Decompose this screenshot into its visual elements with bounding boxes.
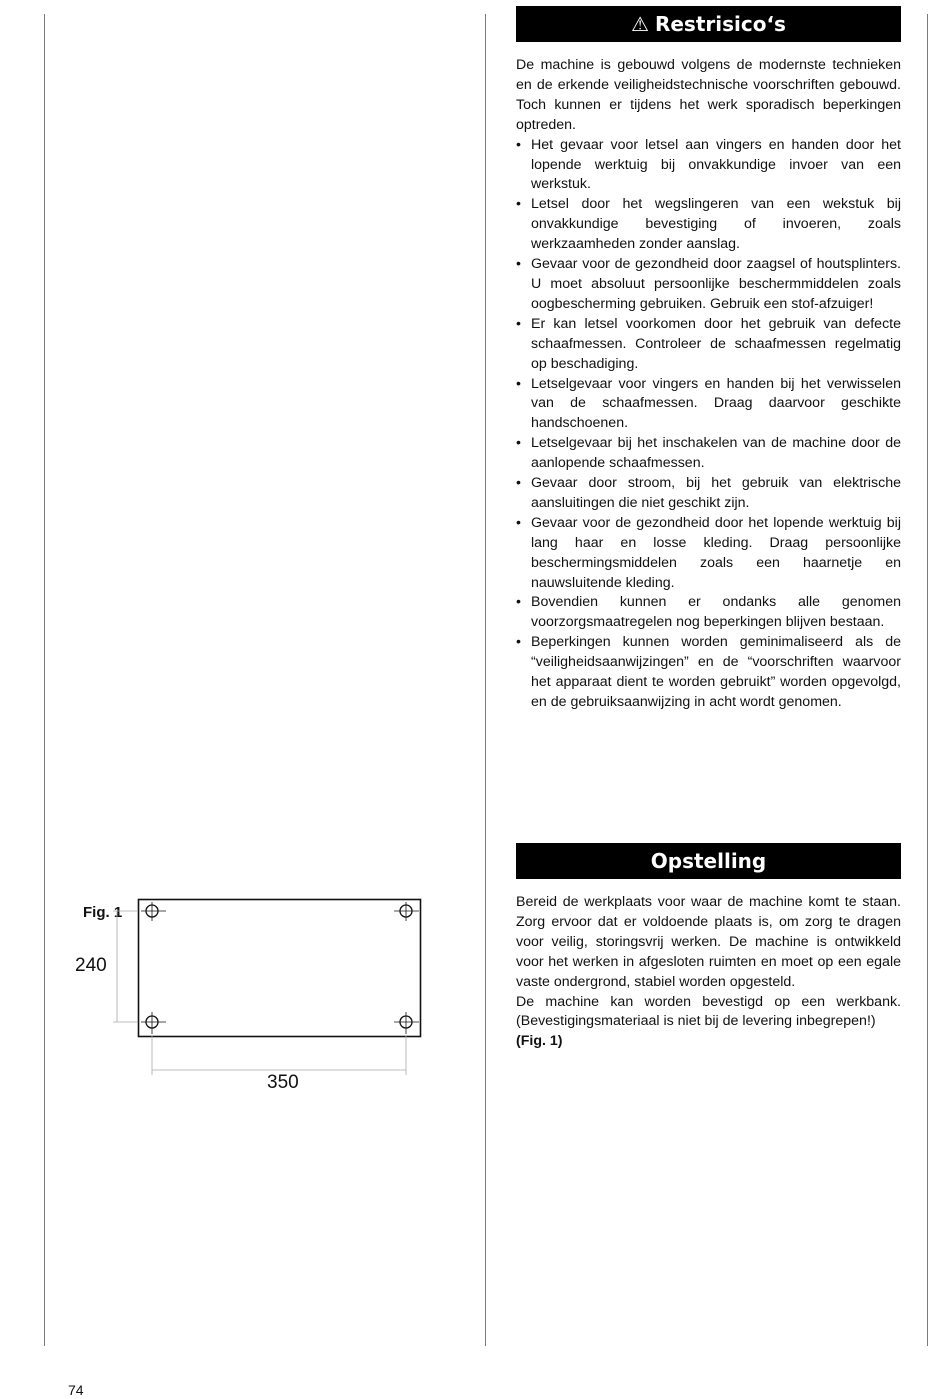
list-item: • Gevaar voor de gezondheid door het lopende werktuig bij lang haar en losse kleding. Draag persoonlijke beschermingsmiddelen zoals een haarnetje en nauwsluitende kleding.	[516, 514, 901, 594]
opstelling-para-1: Bereid de werkplaats voor waar de machine komt te staan. Zorg ervoor dat er voldoende plaats is, om zorg te dragen voor veilig, storingsvrij werken. De machine is ontwikkeld voor het werken in afgesloten ruimten en moet op een egale vaste ondergrond, stabiel worden opgesteld.	[516, 894, 901, 990]
warning-triangle-icon: ⚠	[631, 12, 649, 36]
list-item: • Gevaar voor de gezondheid door zaagsel of houtsplinters. U moet absoluut persoonlijke beschermmiddelen zoals oogbescherming gebruiken. Gebruik een stof-afzuiger!	[516, 255, 901, 315]
page-number: 74	[68, 1382, 84, 1398]
list-item: • Letselgevaar bij het inschakelen van de machine door de aanlopende schaafmessen.	[516, 434, 901, 474]
mounting-hole-top-right	[394, 902, 419, 921]
mounting-hole-bottom-left	[141, 1012, 166, 1034]
height-dimension-label: 240	[75, 955, 107, 976]
opstelling-fig-ref: (Fig. 1)	[516, 1033, 563, 1050]
list-item: • Beperkingen kunnen worden geminimaliseerd als de “veiligheidsaanwijzingen” en de “voorschriften waarvoor het apparaat dient te worden gebruikt” worden opgevolgd, en de gebruiksaanwijzing in acht wordt genomen.	[516, 633, 901, 713]
list-item: • Het gevaar voor letsel aan vingers en handen door het lopende werktuig bij onvakkundige invoer van een werkstuk.	[516, 136, 901, 196]
width-dimension-label: 350	[267, 1072, 299, 1093]
mounting-hole-bottom-right	[394, 1012, 419, 1034]
list-item: • Letsel door het wegslingeren van een wekstuk bij onvakkundige bevestiging of invoeren, zoals werkzaamheden zonder aanslag.	[516, 195, 901, 255]
list-item: • Er kan letsel voorkomen door het gebruik van defecte schaafmessen. Controleer de schaafmessen regelmatig op beschadiging.	[516, 315, 901, 375]
restrisicos-title: Restrisico‘s	[654, 12, 786, 36]
list-item: • Bovendien kunnen er ondanks alle genomen voorzorgsmaatregelen nog beperkingen blijven bestaan.	[516, 593, 901, 633]
figure-label: Fig. 1	[83, 904, 123, 921]
opstelling-para-2: De machine kan worden bevestigd op een werkbank. (Bevestigingsmateriaal is niet bij de levering inbegrepen!)	[516, 993, 901, 1030]
list-item: • Letselgevaar voor vingers en handen bij het verwisselen van de schaafmessen. Draag daarvoor geschikte handschoenen.	[516, 375, 901, 435]
restrisicos-intro: De machine is gebouwd volgens de modernste technieken en de erkende veiligheidstechnische voorschriften gebouwd. Toch kunnen er tijdens het werk sporadisch beperkingen optreden.	[516, 57, 901, 133]
mounting-hole-top-left	[141, 902, 166, 921]
base-plate-outline	[139, 900, 421, 1037]
list-item: • Gevaar door stroom, bij het gebruik van elektrische aansluitingen die niet geschikt zijn.	[516, 474, 901, 514]
opstelling-title: Opstelling	[650, 849, 767, 873]
